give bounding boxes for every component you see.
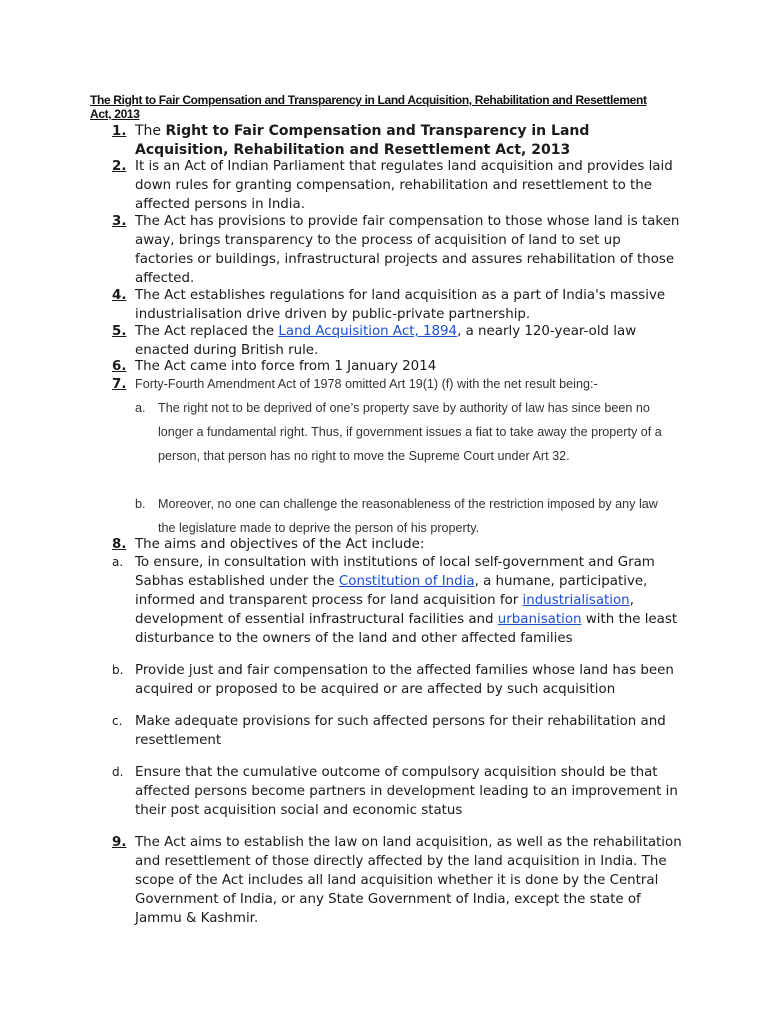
objective-d: d. Ensure that the cumulative outcome of compulsory acquisition should be that affected persons become partners in development leading to an improvement in their post acquisition social and economic status [112,765,678,818]
item-number: 6. [112,359,127,374]
list-item-5: 5. The Act replaced the Land Acquisition Act, 1894, a nearly 120-year-old law enacted during British rule. [112,324,637,358]
list-item-8: 8. The aims and objectives of the Act include: [112,537,425,552]
industrialisation-link[interactable]: industrialisation [522,593,630,608]
objective-a: a. To ensure, in consultation with institutions of local self-government and Gram Sabhas established under the Constitution of India, a humane, participative, informed and transparent process for land acquisition for industrialisation, development of essential infrastructural facilities and urbanisation with the least disturbance to the owners of the land and other affected families [112,555,678,646]
objective-b: b. Provide just and fair compensation to the affected families whose land has been acquired or proposed to be acquired or are affected by such acquisition [112,663,674,697]
objective-letter: d. [112,765,124,779]
list-item-9: 9. The Act aims to establish the law on land acquisition, as well as the rehabilitation and resettlement of those directly affected by the land acquisition in India. The scope of the Act includes all land acquisition whether it is done by the Central Government of India, or any State Government of India, except the state of Jammu & Kashmir. [112,835,682,926]
sub-item-letter: b. [135,497,146,511]
sub-item-letter: a. [135,401,146,415]
item-number: 8. [112,537,127,552]
document-title: The Right to Fair Compensation and Transparency in Land Acquisition, Rehabilitation and Resettlement Act, 2013 [90,93,647,121]
objective-letter: b. [112,663,124,677]
list-item-1: 1. The Right to Fair Compensation and Transparency in Land Acquisition, Rehabilitation and Resettlement Act, 2013 [112,123,590,158]
list-item-7: 7. Forty-Fourth Amendment Act of 1978 omitted Art 19(1) (f) with the net result being:- [112,377,598,392]
list-item-4: 4. The Act establishes regulations for land acquisition as a part of India's massive industrialisation drive driven by public-private partnership. [112,288,666,322]
item-number: 4. [112,288,127,303]
item-number: 3. [112,214,127,229]
objective-letter: a. [112,555,124,569]
sub-item-7a: a. The right not to be deprived of one’s property save by authority of law has since been no longer a fundamental right. Thus, if government issues a fiat to take away the property of a person, that person has no right to move the Supreme Court under Art 32. [135,396,675,468]
list-item-6: 6. The Act came into force from 1 January 2014 [112,359,437,374]
constitution-of-india-link[interactable]: Constitution of India [338,574,475,589]
objective-c: c. Make adequate provisions for such affected persons for their rehabilitation and resettlement [112,714,666,748]
item-number: 5. [112,324,127,339]
sub-item-7b: b. Moreover, no one can challenge the reasonableness of the restriction imposed by any law the legislature made to deprive the person of his property. [135,492,675,540]
item-number: 1. [112,124,127,139]
list-item-3: 3. The Act has provisions to provide fair compensation to those whose land is taken away, brings transparency to the process of acquisition of land to set up factories or buildings, infrastructural projects and assures rehabilitation of those affected. [112,214,680,286]
act-name: Right to Fair Compensation and Transparency in Land Acquisition, Rehabilitation and Resettlement Act, 2013 [135,123,590,158]
land-acquisition-act-1894-link[interactable]: Land Acquisition Act, 1894 [278,324,458,339]
item-number: 2. [112,159,127,174]
item-number: 9. [112,835,127,850]
objective-letter: c. [112,714,123,728]
list-item-2: 2. It is an Act of Indian Parliament that regulates land acquisition and provides laid down rules for granting compensation, rehabilitation and resettlement to the affected persons in India. [112,159,673,212]
urbanisation-link[interactable]: urbanisation [497,612,582,627]
item-number: 7. [112,377,127,392]
